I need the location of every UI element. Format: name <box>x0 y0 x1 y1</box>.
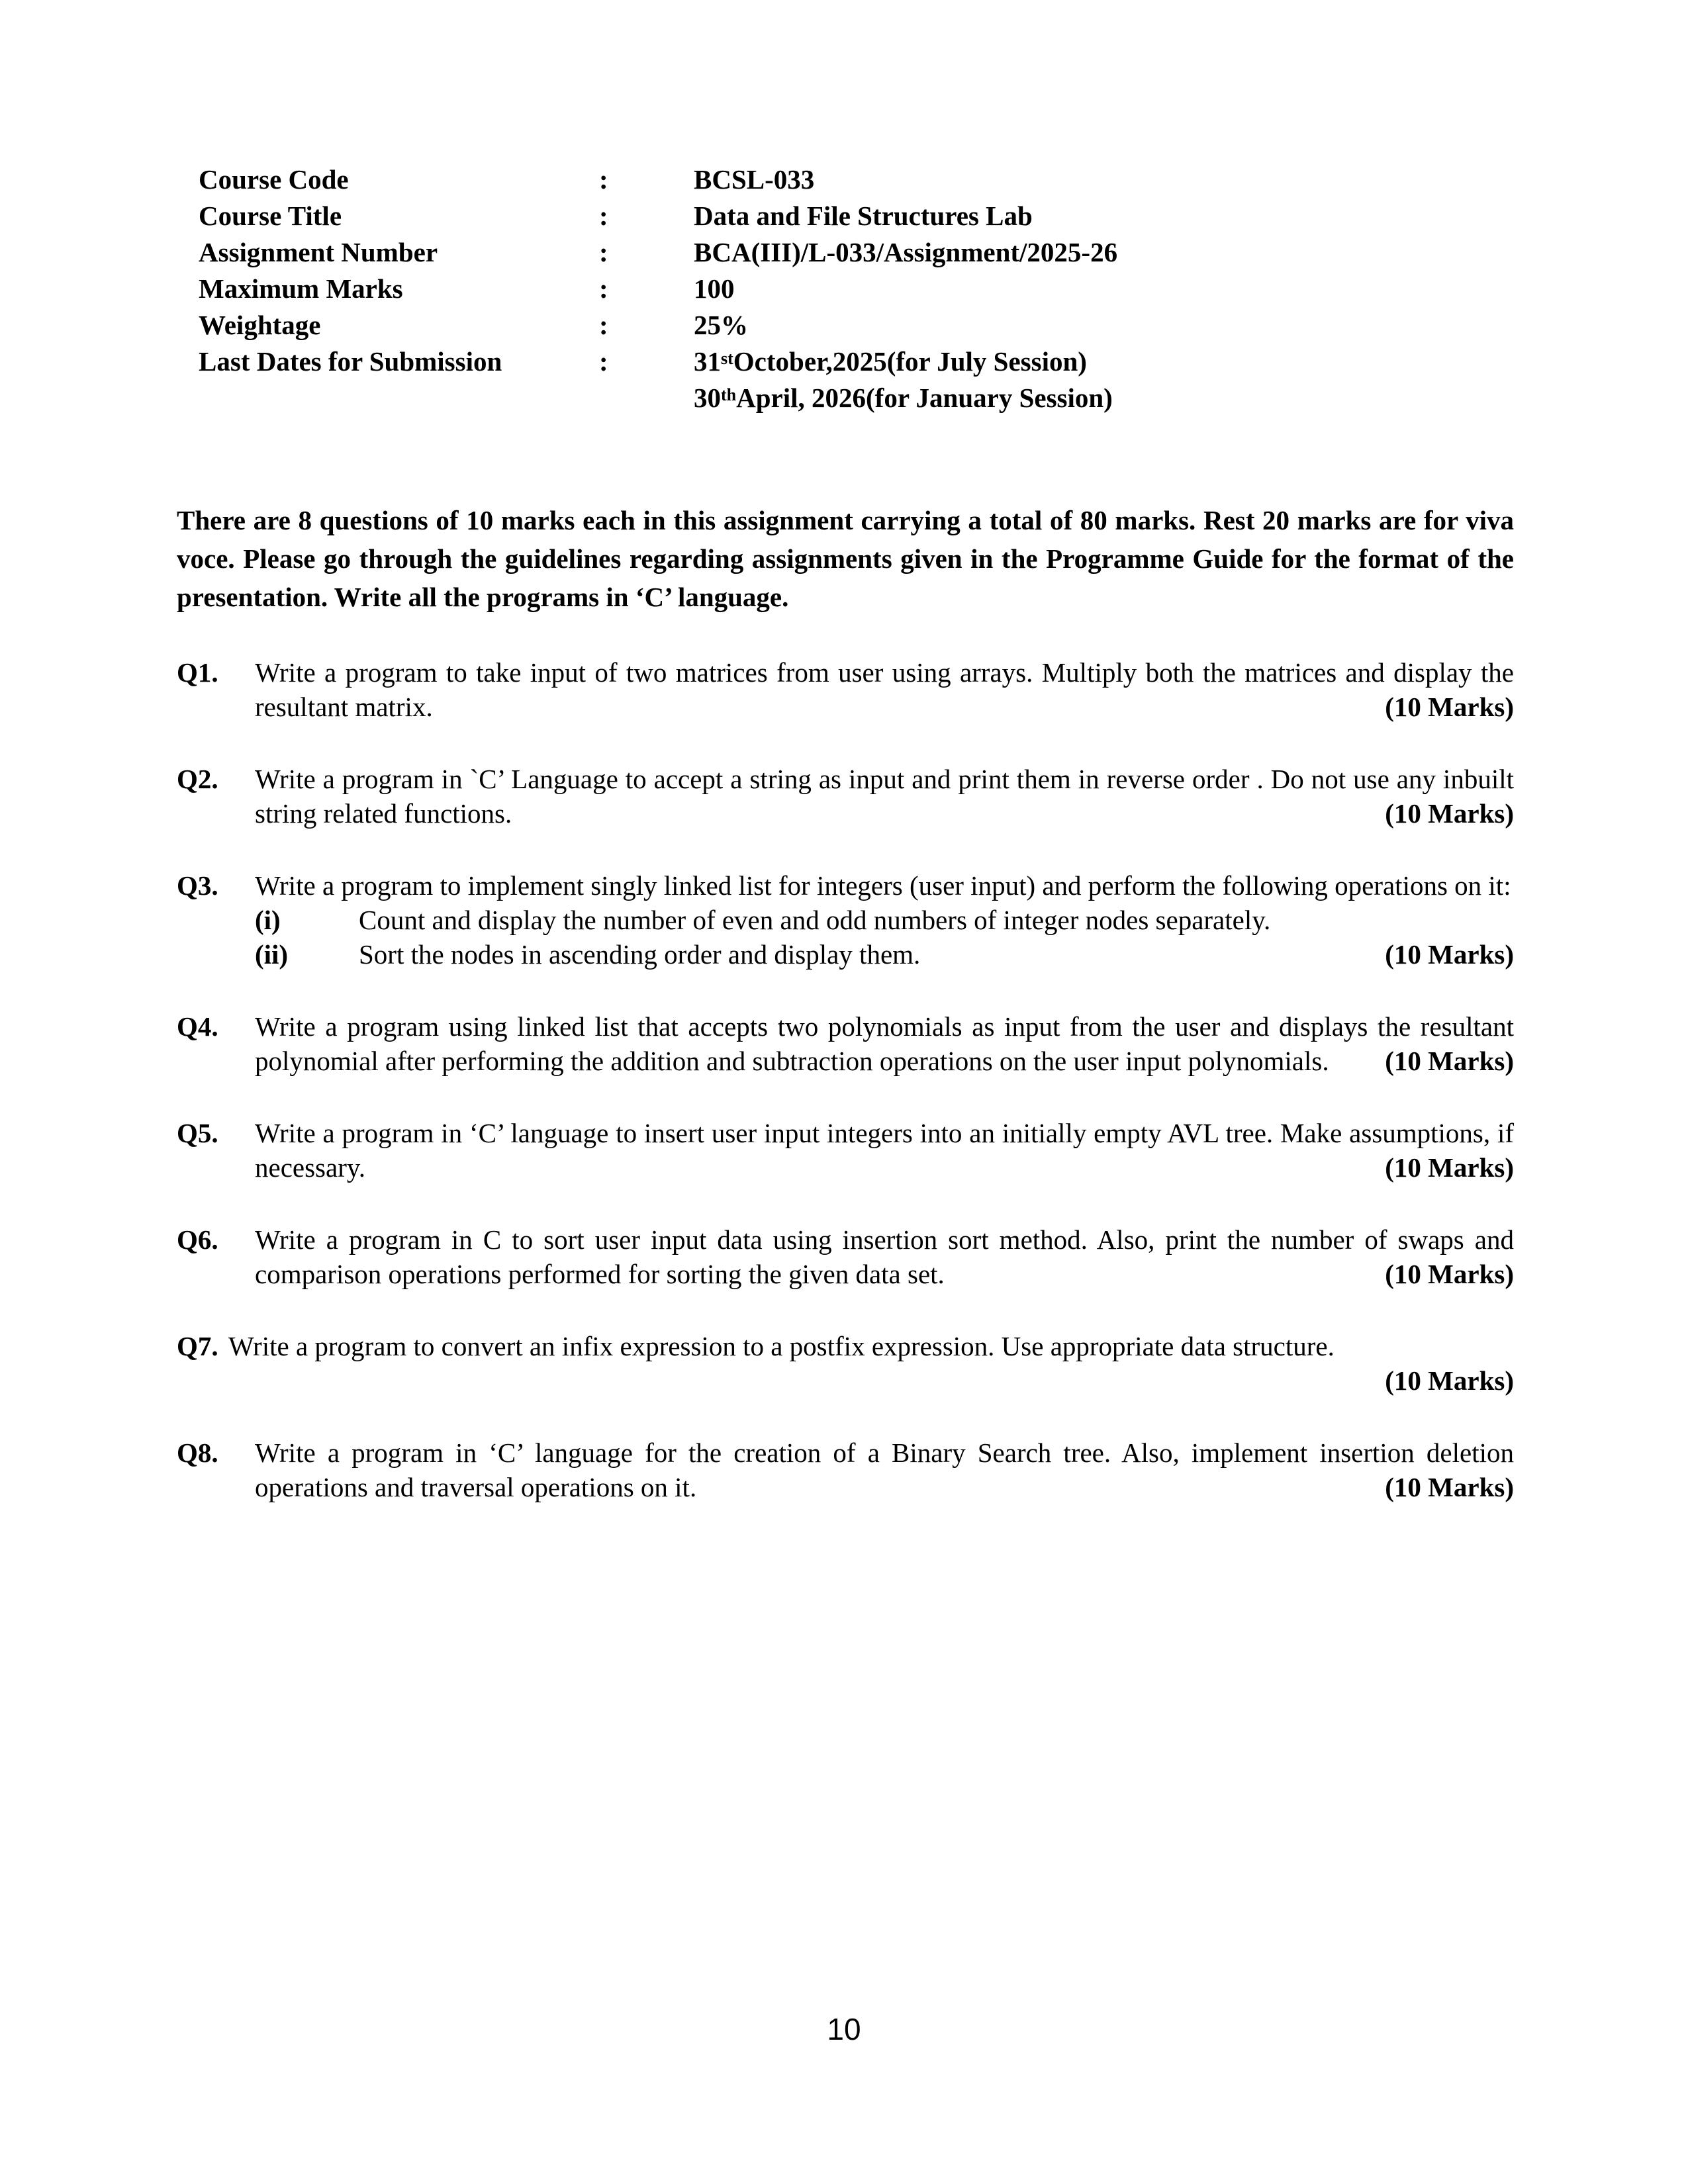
question-number: Q7. <box>177 1331 218 1361</box>
subitem-text: Sort the nodes in ascending order and display them. <box>359 939 921 970</box>
separator-colon: : <box>599 310 608 340</box>
question-number: Q2. <box>177 764 218 794</box>
question-marks: (10 Marks) <box>1385 1152 1514 1183</box>
question-text: Write a program to implement singly linked list for integers (user input) and perform the following operations on it: <box>255 870 1511 901</box>
question-marks: (10 Marks) <box>1385 798 1514 829</box>
assignment-number-row <box>199 234 1523 271</box>
january-session-date <box>694 380 1523 416</box>
question-text: Write a program to take input of two matrices from user using arrays. Multiply both the matrices and display the resultant matrix. <box>255 657 1514 722</box>
question-subitem-i <box>255 903 1514 937</box>
ordinal-suffix: th <box>721 385 737 404</box>
question-q6 <box>177 1222 1514 1291</box>
question-text: Write a program using linked list that accepts two polynomials as input from the user and displays the resultant polynomial after performing the addition and subtraction operations on the user input polynomials. <box>255 1011 1514 1076</box>
weightage-row <box>199 307 1523 343</box>
july-session-date <box>694 343 1523 380</box>
questions-list <box>177 655 1514 1542</box>
question-subitem-ii <box>255 937 1514 972</box>
question-q4 <box>177 1009 1514 1078</box>
assignment-number-value: BCA(III)/L-033/Assignment/2025-26 <box>694 237 1118 267</box>
ordinal-suffix: st <box>721 349 733 368</box>
question-q7 <box>177 1329 1514 1398</box>
page-number: 10 <box>827 2012 861 2046</box>
separator-colon: : <box>599 346 608 377</box>
submission-dates-row <box>199 343 1523 416</box>
question-number: Q8. <box>177 1437 218 1468</box>
question-marks: (10 Marks) <box>1385 1259 1514 1289</box>
question-text: Write a program in C to sort user input data using insertion sort method. Also, print the number of swaps and comparison operations performed for sorting the given data set. <box>255 1224 1514 1289</box>
maximum-marks-value: 100 <box>694 273 735 304</box>
subitem-text: Count and display the number of even and odd numbers of integer nodes separately. <box>359 905 1271 935</box>
separator-colon: : <box>599 201 608 231</box>
date-rest: April, 2026(for January Session) <box>736 383 1113 413</box>
question-marks: (10 Marks) <box>1385 1046 1514 1076</box>
submission-dates-label: Last Dates for Submission <box>199 346 502 377</box>
date-day: 31 <box>694 346 721 377</box>
question-text: Write a program in ‘C’ language for the creation of a Binary Search tree. Also, implement insertion deletion operations and traversal operations on it. <box>255 1437 1514 1502</box>
question-q5 <box>177 1116 1514 1185</box>
course-code-value: BCSL-033 <box>694 164 815 195</box>
submission-dates-value <box>694 343 1523 416</box>
course-title-label: Course Title <box>199 201 342 231</box>
maximum-marks-label: Maximum Marks <box>199 273 403 304</box>
subitem-label: (i) <box>255 905 281 935</box>
assignment-number-label: Assignment Number <box>199 237 438 267</box>
course-title-value: Data and File Structures Lab <box>694 201 1033 231</box>
question-number: Q1. <box>177 657 218 688</box>
separator-colon: : <box>599 237 608 267</box>
separator-colon: : <box>599 273 608 304</box>
weightage-label: Weightage <box>199 310 321 340</box>
question-marks: (10 Marks) <box>1385 692 1514 722</box>
course-code-label: Course Code <box>199 164 349 195</box>
question-text: Write a program in ‘C’ language to insert user input integers into an initially empty AVL tree. Make assumptions, if necessary. <box>255 1118 1514 1183</box>
question-text: Write a program in `C’ Language to accept a string as input and print them in reverse order . Do not use any inbuilt string related functions. <box>255 764 1514 829</box>
question-number: Q4. <box>177 1011 218 1042</box>
intro-paragraph: There are 8 questions of 10 marks each in this assignment carrying a total of 80 marks. Rest 20 marks are for viva voce. Please go through the guidelines regarding assignments given in the Programme Guide for the format of the presentation. Write all the programs in ‘C’ language. <box>177 505 1514 612</box>
question-marks: (10 Marks) <box>1385 1472 1514 1502</box>
question-number: Q3. <box>177 870 218 901</box>
separator-colon: : <box>599 164 608 195</box>
maximum-marks-row <box>199 271 1523 307</box>
question-text: Write a program to convert an infix expression to a postfix expression. Use appropriate data structure. <box>228 1331 1335 1361</box>
course-code-row <box>199 161 1523 198</box>
date-day: 30 <box>694 383 721 413</box>
question-q8 <box>177 1435 1514 1504</box>
question-number: Q5. <box>177 1118 218 1148</box>
date-rest: October,2025(for July Session) <box>733 346 1087 377</box>
weightage-value: 25% <box>694 310 748 340</box>
question-marks: (10 Marks) <box>1385 1365 1514 1396</box>
question-number: Q6. <box>177 1224 218 1255</box>
subitem-label: (ii) <box>255 939 289 970</box>
question-q2 <box>177 762 1514 831</box>
question-marks: (10 Marks) <box>1385 939 1514 970</box>
question-q3 <box>177 868 1514 972</box>
question-q1 <box>177 655 1514 724</box>
course-info-block <box>199 161 1523 416</box>
course-title-row <box>199 198 1523 234</box>
